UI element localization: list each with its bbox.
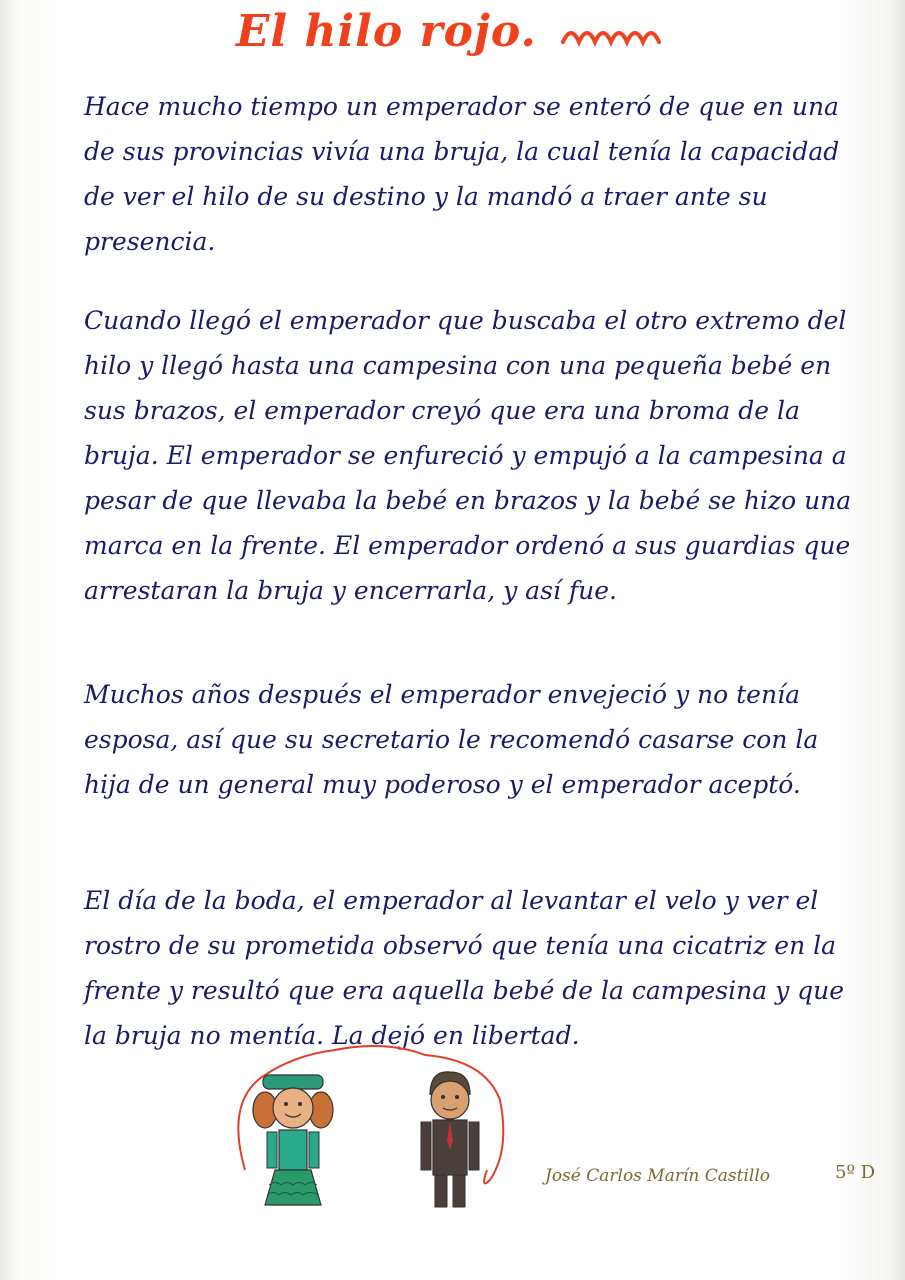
bride-and-groom-drawing-icon	[225, 1040, 515, 1215]
paragraph-3: Muchos años después el emperador envejeció y no tenía esposa, así que su secretario le recomendó casarse con la hija de un general muy poderoso y el emperador aceptó.	[84, 680, 819, 799]
squiggle-decoration-icon	[559, 20, 669, 50]
story-title	[0, 6, 905, 57]
bride-figure	[253, 1075, 333, 1205]
author-signature: José Carlos Marín Castillo	[545, 1166, 771, 1186]
class-grade: 5º D	[835, 1162, 876, 1183]
paragraph-4: El día de la boda, el emperador al levantar el velo y ver el rostro de su prometida observó que tenía una cicatriz en la frente y resultó que era aquella bebé de la campesina y que la bruja no mentía. La dejó en libertad.	[84, 886, 845, 1050]
title-text: El hilo rojo.	[235, 6, 537, 57]
groom-figure	[421, 1072, 479, 1207]
paragraph-1: Hace mucho tiempo un emperador se enteró de que en una de sus provincias vivía una bruja, la cual tenía la capacidad de ver el hilo de su destino y la mandó a traer ante su presencia.	[84, 92, 840, 256]
paragraph-2: Cuando llegó el emperador que buscaba el otro extremo del hilo y llegó hasta una campesina con una pequeña bebé en sus brazos, el emperador creyó que era una broma de la bruja. El emperador se enfureció y empujó a la campesina a pesar de que llevaba la bebé en brazos y la bebé se hizo una marca en la frente. El emperador ordenó a sus guardias que arrestaran la bruja y encerrarla, y así fue.	[84, 306, 852, 605]
